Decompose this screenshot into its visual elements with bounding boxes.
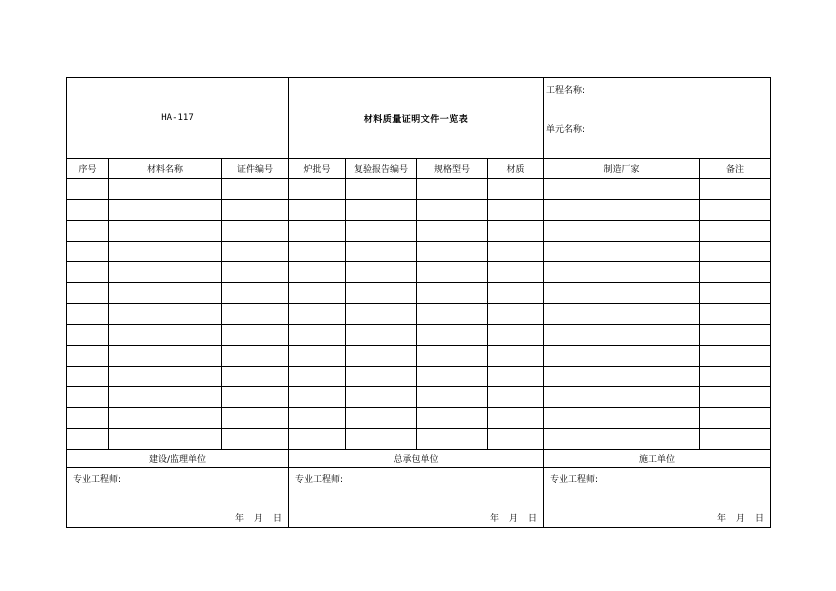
col-header-batch-no: 炉批号 xyxy=(289,159,346,179)
cell-material[interactable] xyxy=(488,179,544,200)
form-code: HA-117 xyxy=(67,78,289,159)
cell-seq[interactable] xyxy=(67,429,109,450)
cell-remarks[interactable] xyxy=(700,220,771,241)
cell-spec-model[interactable] xyxy=(417,304,488,325)
col-header-material: 材质 xyxy=(488,159,544,179)
sign-header-construction: 施工单位 xyxy=(544,449,771,467)
table-row xyxy=(67,408,771,429)
sign-date: 年 月 日 xyxy=(234,513,282,524)
cell-batch-no[interactable] xyxy=(289,220,346,241)
cell-batch-no[interactable] xyxy=(289,179,346,200)
cell-batch-no[interactable] xyxy=(289,304,346,325)
col-header-material-name: 材料名称 xyxy=(109,159,222,179)
col-header-manufacturer: 制造厂家 xyxy=(544,159,700,179)
table-row xyxy=(67,179,771,200)
cell-material-name[interactable] xyxy=(109,387,222,408)
cell-retest-report-no[interactable] xyxy=(346,366,417,387)
cell-seq[interactable] xyxy=(67,220,109,241)
cell-retest-report-no[interactable] xyxy=(346,304,417,325)
sign-header-general-contractor: 总承包单位 xyxy=(289,449,544,467)
cell-spec-model[interactable] xyxy=(417,429,488,450)
cell-material-name[interactable] xyxy=(109,199,222,220)
cell-manufacturer[interactable] xyxy=(544,283,700,304)
cell-seq[interactable] xyxy=(67,324,109,345)
cell-certificate-no[interactable] xyxy=(222,387,289,408)
cell-certificate-no[interactable] xyxy=(222,408,289,429)
cell-material[interactable] xyxy=(488,324,544,345)
cell-seq[interactable] xyxy=(67,262,109,283)
cell-seq[interactable] xyxy=(67,345,109,366)
cell-material[interactable] xyxy=(488,387,544,408)
cell-remarks[interactable] xyxy=(700,408,771,429)
cell-remarks[interactable] xyxy=(700,241,771,262)
sign-cell-construction[interactable] xyxy=(544,467,771,527)
table-row xyxy=(67,345,771,366)
cell-retest-report-no[interactable] xyxy=(346,199,417,220)
cell-remarks[interactable] xyxy=(700,366,771,387)
cell-manufacturer[interactable] xyxy=(544,324,700,345)
cell-retest-report-no[interactable] xyxy=(346,220,417,241)
engineer-label: 专业工程师: xyxy=(550,474,599,485)
cell-material[interactable] xyxy=(488,199,544,220)
cell-spec-model[interactable] xyxy=(417,387,488,408)
cell-material-name[interactable] xyxy=(109,283,222,304)
sign-cell-supervision[interactable] xyxy=(67,467,289,527)
column-header-row xyxy=(67,159,771,179)
cell-manufacturer[interactable] xyxy=(544,408,700,429)
cell-seq[interactable] xyxy=(67,408,109,429)
sign-cell-general-contractor[interactable] xyxy=(289,467,544,527)
col-header-retest-report-no: 复验报告编号 xyxy=(346,159,417,179)
cell-batch-no[interactable] xyxy=(289,408,346,429)
project-info xyxy=(544,78,771,159)
engineer-label: 专业工程师: xyxy=(295,474,344,485)
cell-remarks[interactable] xyxy=(700,262,771,283)
cell-spec-model[interactable] xyxy=(417,199,488,220)
cell-seq[interactable] xyxy=(67,366,109,387)
table-row xyxy=(67,324,771,345)
sign-date: 年 月 日 xyxy=(716,513,765,524)
cell-material[interactable] xyxy=(488,262,544,283)
cell-spec-model[interactable] xyxy=(417,324,488,345)
cell-material[interactable] xyxy=(488,220,544,241)
cell-certificate-no[interactable] xyxy=(222,304,289,325)
cell-spec-model[interactable] xyxy=(417,345,488,366)
material-certificate-table xyxy=(66,77,771,528)
cell-manufacturer[interactable] xyxy=(544,304,700,325)
cell-material-name[interactable] xyxy=(109,220,222,241)
cell-certificate-no[interactable] xyxy=(222,429,289,450)
cell-material-name[interactable] xyxy=(109,408,222,429)
cell-seq[interactable] xyxy=(67,241,109,262)
cell-material[interactable] xyxy=(488,429,544,450)
cell-certificate-no[interactable] xyxy=(222,262,289,283)
cell-batch-no[interactable] xyxy=(289,429,346,450)
table-row xyxy=(67,304,771,325)
cell-spec-model[interactable] xyxy=(417,366,488,387)
cell-batch-no[interactable] xyxy=(289,262,346,283)
cell-batch-no[interactable] xyxy=(289,241,346,262)
cell-remarks[interactable] xyxy=(700,179,771,200)
cell-material-name[interactable] xyxy=(109,179,222,200)
table-row xyxy=(67,199,771,220)
cell-material[interactable] xyxy=(488,283,544,304)
table-row xyxy=(67,387,771,408)
cell-spec-model[interactable] xyxy=(417,262,488,283)
cell-retest-report-no[interactable] xyxy=(346,387,417,408)
cell-certificate-no[interactable] xyxy=(222,345,289,366)
cell-remarks[interactable] xyxy=(700,283,771,304)
cell-material-name[interactable] xyxy=(109,324,222,345)
table-row xyxy=(67,366,771,387)
cell-certificate-no[interactable] xyxy=(222,283,289,304)
cell-spec-model[interactable] xyxy=(417,408,488,429)
sign-header-supervision: 建设/监理单位 xyxy=(67,449,289,467)
cell-remarks[interactable] xyxy=(700,199,771,220)
col-header-seq: 序号 xyxy=(67,159,109,179)
cell-certificate-no[interactable] xyxy=(222,241,289,262)
cell-manufacturer[interactable] xyxy=(544,262,700,283)
cell-manufacturer[interactable] xyxy=(544,429,700,450)
cell-material-name[interactable] xyxy=(109,366,222,387)
cell-retest-report-no[interactable] xyxy=(346,345,417,366)
cell-seq[interactable] xyxy=(67,179,109,200)
cell-batch-no[interactable] xyxy=(289,324,346,345)
cell-batch-no[interactable] xyxy=(289,283,346,304)
cell-retest-report-no[interactable] xyxy=(346,408,417,429)
form-title: 材料质量证明文件一览表 xyxy=(289,78,544,159)
cell-batch-no[interactable] xyxy=(289,345,346,366)
engineer-label: 专业工程师: xyxy=(73,474,122,485)
cell-seq[interactable] xyxy=(67,199,109,220)
col-header-spec-model: 规格型号 xyxy=(417,159,488,179)
table-row xyxy=(67,429,771,450)
cell-material[interactable] xyxy=(488,408,544,429)
cell-remarks[interactable] xyxy=(700,304,771,325)
cell-batch-no[interactable] xyxy=(289,387,346,408)
cell-seq[interactable] xyxy=(67,283,109,304)
col-header-remarks: 备注 xyxy=(700,159,771,179)
cell-spec-model[interactable] xyxy=(417,220,488,241)
cell-certificate-no[interactable] xyxy=(222,199,289,220)
cell-remarks[interactable] xyxy=(700,324,771,345)
cell-manufacturer[interactable] xyxy=(544,241,700,262)
cell-retest-report-no[interactable] xyxy=(346,241,417,262)
table-row xyxy=(67,262,771,283)
cell-material-name[interactable] xyxy=(109,241,222,262)
cell-certificate-no[interactable] xyxy=(222,366,289,387)
cell-spec-model[interactable] xyxy=(417,179,488,200)
cell-material[interactable] xyxy=(488,345,544,366)
table-row xyxy=(67,283,771,304)
sign-date: 年 月 日 xyxy=(489,513,538,524)
cell-manufacturer[interactable] xyxy=(544,387,700,408)
project-name-label: 工程名称: xyxy=(546,86,586,96)
table-row xyxy=(67,220,771,241)
cell-material[interactable] xyxy=(488,366,544,387)
cell-certificate-no[interactable] xyxy=(222,179,289,200)
cell-material-name[interactable] xyxy=(109,345,222,366)
cell-retest-report-no[interactable] xyxy=(346,283,417,304)
cell-material[interactable] xyxy=(488,241,544,262)
cell-batch-no[interactable] xyxy=(289,366,346,387)
cell-retest-report-no[interactable] xyxy=(346,429,417,450)
cell-batch-no[interactable] xyxy=(289,199,346,220)
cell-remarks[interactable] xyxy=(700,345,771,366)
cell-seq[interactable] xyxy=(67,304,109,325)
table-row xyxy=(67,241,771,262)
cell-manufacturer[interactable] xyxy=(544,345,700,366)
col-header-certificate-no: 证件编号 xyxy=(222,159,289,179)
cell-retest-report-no[interactable] xyxy=(346,179,417,200)
sign-header-row xyxy=(67,449,771,467)
cell-remarks[interactable] xyxy=(700,429,771,450)
cell-seq[interactable] xyxy=(67,387,109,408)
cell-spec-model[interactable] xyxy=(417,283,488,304)
data-rows xyxy=(67,179,771,450)
cell-retest-report-no[interactable] xyxy=(346,324,417,345)
cell-material-name[interactable] xyxy=(109,429,222,450)
cell-material-name[interactable] xyxy=(109,262,222,283)
cell-certificate-no[interactable] xyxy=(222,324,289,345)
cell-manufacturer[interactable] xyxy=(544,220,700,241)
header-row xyxy=(67,78,771,159)
cell-manufacturer[interactable] xyxy=(544,199,700,220)
cell-remarks[interactable] xyxy=(700,387,771,408)
cell-material-name[interactable] xyxy=(109,304,222,325)
unit-name-label: 单元名称: xyxy=(546,125,586,135)
sign-row xyxy=(67,467,771,527)
cell-manufacturer[interactable] xyxy=(544,179,700,200)
cell-certificate-no[interactable] xyxy=(222,220,289,241)
cell-manufacturer[interactable] xyxy=(544,366,700,387)
cell-material[interactable] xyxy=(488,304,544,325)
cell-retest-report-no[interactable] xyxy=(346,262,417,283)
cell-spec-model[interactable] xyxy=(417,241,488,262)
